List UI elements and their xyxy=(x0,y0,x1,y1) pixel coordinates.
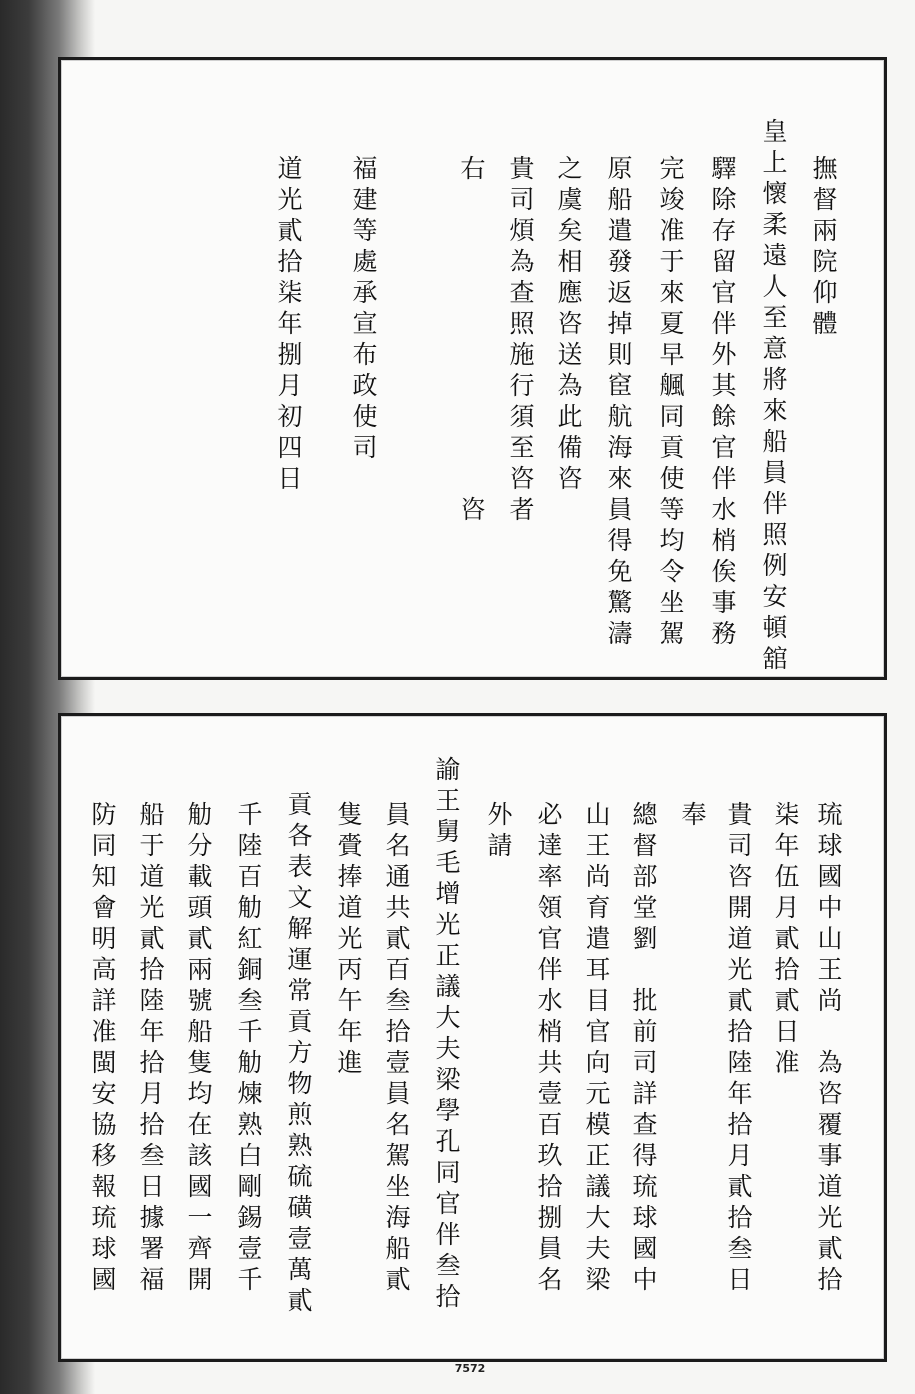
text-column: 必達率領官伴水梢共壹百玖拾捌員名 xyxy=(534,801,563,1297)
document-panel-bottom xyxy=(58,713,887,1362)
text-column: 貢各表文解運常貢方物煎熟硫磺壹萬貳 xyxy=(284,791,313,1318)
text-column: 船于道光貳拾陸年拾月拾叁日據署福 xyxy=(136,801,165,1297)
text-column: 防同知會明高詳准閩安協移報琉球國 xyxy=(88,801,117,1297)
text-column: 觔分載頭貳兩號船隻均在該國一齊開 xyxy=(184,801,213,1297)
text-column: 撫督兩院仰體 xyxy=(809,155,838,341)
text-column: 完竣准于來夏早䑺同貢使等均令坐駕 xyxy=(656,155,685,651)
page-number: 7572 xyxy=(454,1362,486,1375)
text-column: 福建等處承宣布政使司 xyxy=(349,155,378,465)
text-column: 千陸百觔紅銅叁千觔煉熟白剛錫壹千 xyxy=(234,801,263,1297)
document-panel-top xyxy=(58,57,887,680)
text-column: 驛除存留官伴外其餘官伴水梢俟事務 xyxy=(708,155,737,651)
text-column: 道光貳拾柒年捌月初四日 xyxy=(274,155,303,496)
text-column: 原船遣發返掉則䆠航海來員得免驚濤 xyxy=(604,155,633,651)
text-column: 總督部堂劉 批前司詳查得琉球國中 xyxy=(629,801,658,1297)
text-column: 之虞矣相應咨送為此備咨 xyxy=(554,155,583,496)
text-column: 諭王舅毛增光正議大夫梁學孔同官伴叁拾 xyxy=(432,756,461,1314)
text-column: 山王尚育遣耳目官向元模正議大夫梁 xyxy=(582,801,611,1297)
text-column: 員名通共貳百叁拾壹員名駕坐海船貳 xyxy=(382,801,411,1297)
text-column: 奉 xyxy=(678,801,707,832)
text-column: 柒年伍月貳拾貳日准 xyxy=(771,801,800,1080)
text-column: 貴司咨開道光貳拾陸年拾月貳拾叁日 xyxy=(724,801,753,1297)
text-column: 貴司煩為查照施行須至咨者 xyxy=(506,155,535,527)
text-column: 隻賫捧道光丙午年進 xyxy=(334,801,363,1080)
text-column: 琉球國中山王尚 為咨覆事道光貳拾 xyxy=(814,801,843,1297)
text-column: 右 咨 xyxy=(457,155,486,527)
text-column: 外請 xyxy=(484,801,513,863)
text-column: 皇上懷柔遠人至意將來船員伴照例安頓舘 xyxy=(759,118,788,676)
